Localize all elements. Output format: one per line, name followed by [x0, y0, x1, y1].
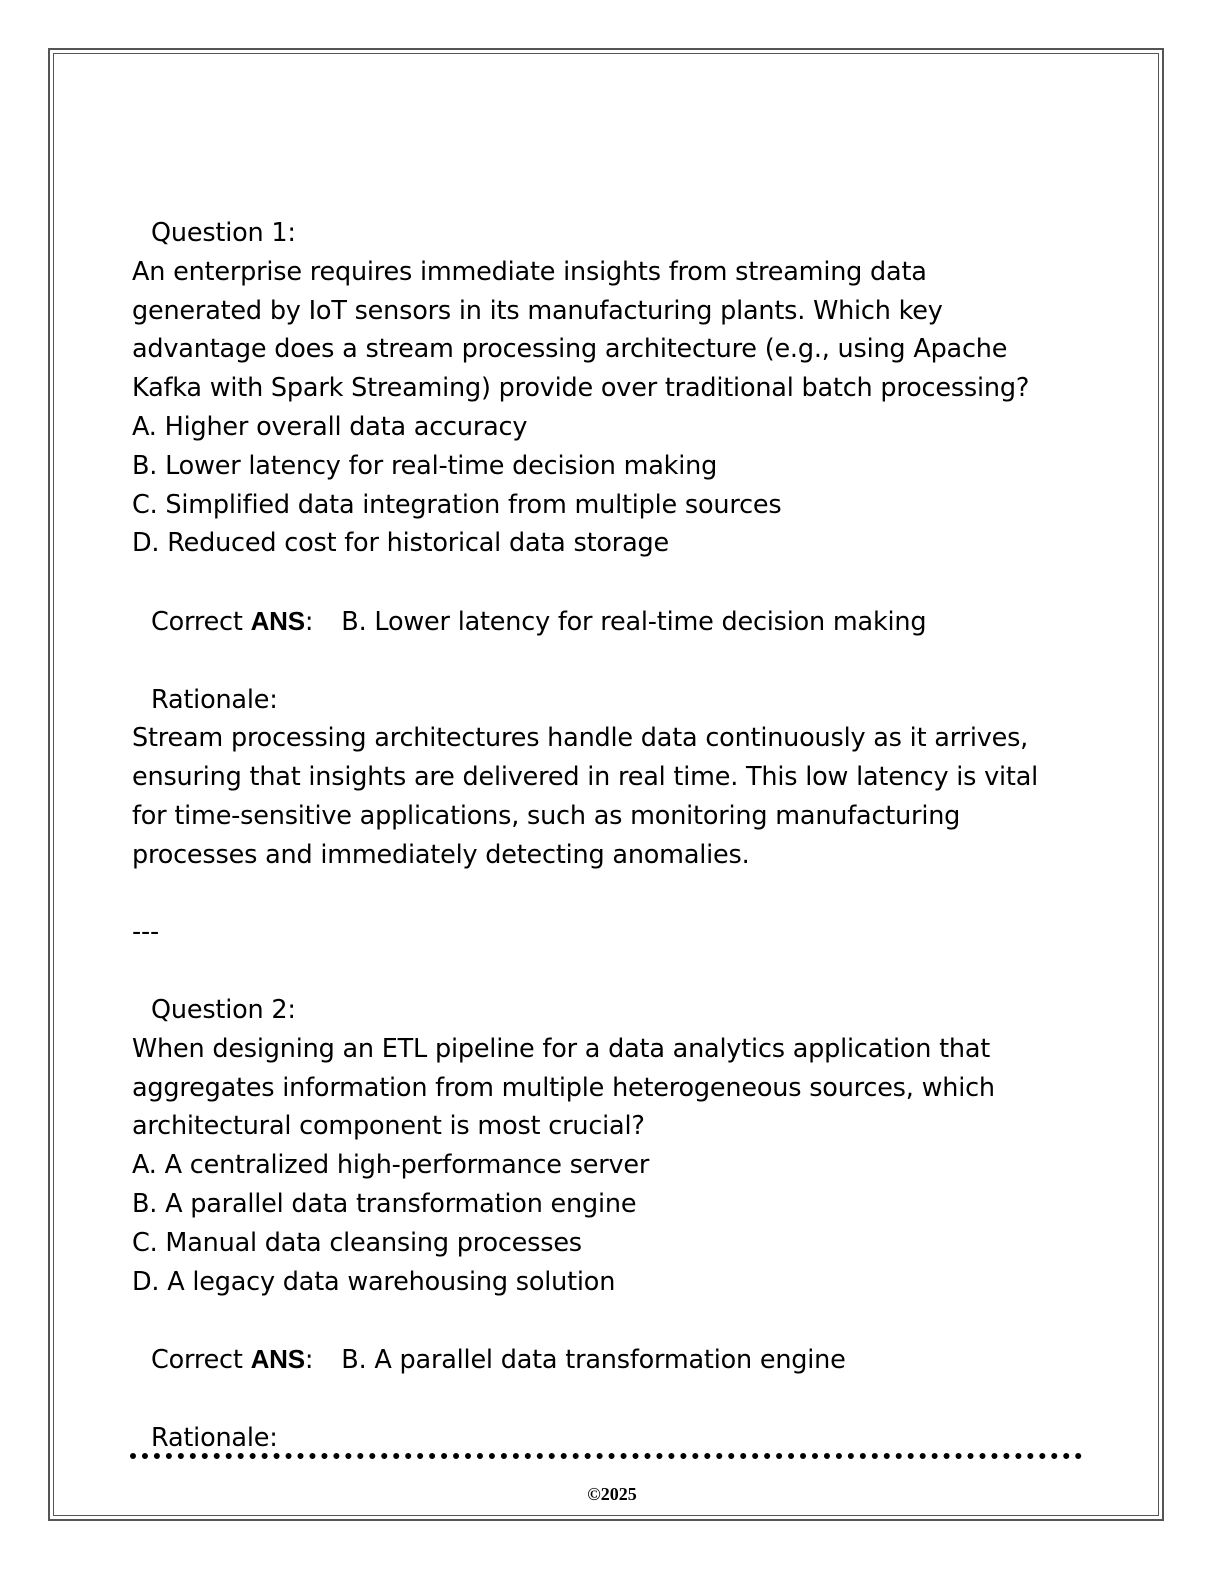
- spacer: [132, 875, 1112, 914]
- question-stem-line: aggregates information from multiple heterogeneous sources, which: [132, 1072, 995, 1103]
- question-block-1: [132, 214, 1112, 875]
- ans-label: ANS: [250, 605, 305, 636]
- rationale-line: Stream processing architectures handle data continuously as it arrives,: [132, 723, 1029, 754]
- answer-option-a: A. Higher overall data accuracy: [132, 411, 528, 442]
- spacer: [132, 563, 1112, 602]
- question-block-2: [132, 991, 1112, 1458]
- spacer: [132, 952, 1112, 991]
- rationale-line: processes and immediately detecting anomalies.: [132, 839, 750, 870]
- question-heading: Question 2:: [151, 994, 296, 1025]
- rationale-line: for time-sensitive applications, such as monitoring manufacturing: [132, 800, 961, 831]
- question-stem-line: When designing an ETL pipeline for a data analytics application that: [132, 1033, 991, 1064]
- answer-option-c: C. Simplified data integration from multiple sources: [132, 489, 782, 520]
- footer-dotted-rule: [130, 1453, 1082, 1459]
- ans-colon: :: [304, 606, 314, 637]
- question-stem-line: generated by IoT sensors in its manufacturing plants. Which key: [132, 295, 943, 326]
- correct-prefix: Correct: [151, 1345, 251, 1376]
- answer-option-b: B. Lower latency for real-time decision making: [132, 450, 718, 481]
- answer-option-d: D. Reduced cost for historical data storage: [132, 528, 669, 559]
- correct-answer-line: [132, 1340, 1112, 1380]
- answer-option-c: C. Manual data cleansing processes: [132, 1227, 582, 1258]
- rationale-heading: Rationale:: [151, 1422, 278, 1453]
- section-separator: ---: [132, 917, 160, 948]
- correct-answer: B. Lower latency for real-time decision making: [341, 606, 927, 637]
- correct-answer-line: [132, 602, 1112, 642]
- question-stem-line: Kafka with Spark Streaming) provide over traditional batch processing?: [132, 373, 1030, 404]
- correct-prefix: Correct: [151, 606, 251, 637]
- ans-label: ANS: [250, 1344, 305, 1375]
- question-stem-line: advantage does a stream processing architecture (e.g., using Apache: [132, 334, 1008, 365]
- spacer: [132, 1301, 1112, 1340]
- spacer: [132, 642, 1112, 681]
- footer-copyright: ©2025: [587, 1484, 637, 1504]
- ans-colon: :: [304, 1345, 314, 1376]
- rationale-heading: Rationale:: [151, 684, 278, 715]
- answer-option-b: B. A parallel data transformation engine: [132, 1188, 637, 1219]
- question-stem-line: architectural component is most crucial?: [132, 1111, 645, 1142]
- answer-option-a: A. A centralized high-performance server: [132, 1150, 650, 1181]
- question-heading: Question 1:: [151, 218, 296, 248]
- document-body: [132, 214, 1112, 1458]
- answer-option-d: D. A legacy data warehousing solution: [132, 1266, 616, 1297]
- correct-answer: B. A parallel data transformation engine: [341, 1345, 846, 1376]
- rationale-line: ensuring that insights are delivered in real time. This low latency is vital: [132, 762, 1039, 793]
- question-stem-line: An enterprise requires immediate insights from streaming data: [132, 256, 927, 287]
- spacer: [132, 1380, 1112, 1419]
